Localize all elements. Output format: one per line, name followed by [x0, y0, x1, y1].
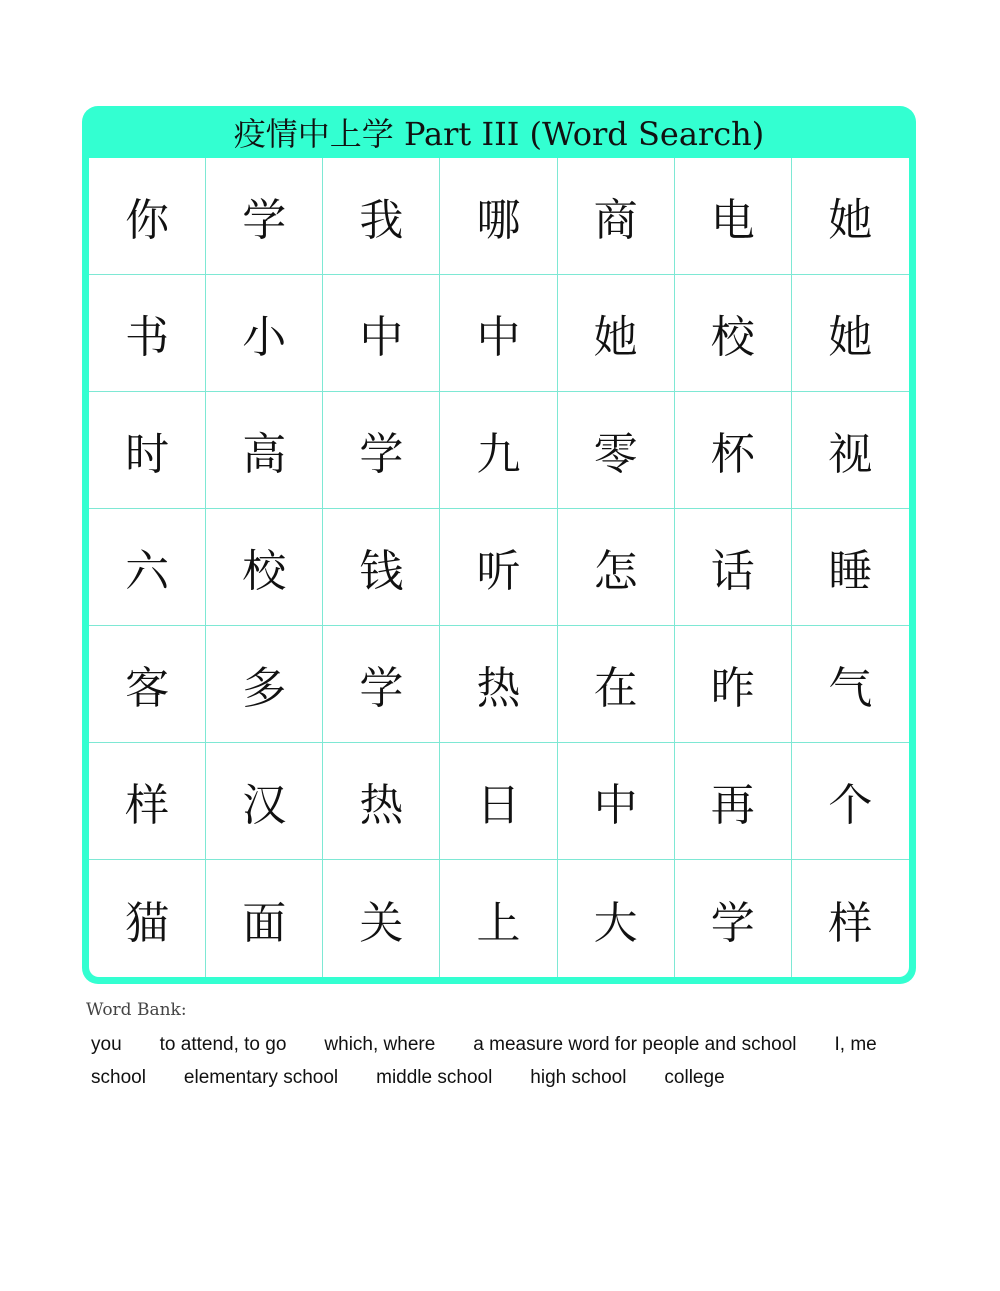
grid-cell[interactable]: 她: [792, 275, 909, 392]
grid-cell[interactable]: 在: [558, 626, 675, 743]
grid-cell[interactable]: 零: [558, 392, 675, 509]
grid-cell[interactable]: 样: [828, 897, 873, 949]
puzzle-title: 疫情中上学 Part III (Word Search): [233, 115, 765, 153]
grid-cell[interactable]: 钱: [323, 509, 440, 626]
word-bank-row: [86, 1034, 946, 1056]
grid-cell[interactable]: 上: [440, 860, 557, 977]
grid-cell[interactable]: 客: [89, 626, 206, 743]
grid-cell[interactable]: 中: [558, 743, 675, 860]
word-bank-item: you: [91, 1034, 122, 1055]
grid-cell[interactable]: 个: [792, 743, 909, 860]
word-bank-item: which, where: [324, 1034, 436, 1055]
grid-cell[interactable]: 怎: [558, 509, 675, 626]
word-search-grid: [89, 158, 909, 977]
grid-cell[interactable]: 昨: [675, 626, 792, 743]
grid-cell[interactable]: 商: [558, 158, 675, 275]
grid-cell[interactable]: 面: [206, 860, 323, 977]
grid-cell[interactable]: 学: [675, 860, 792, 977]
grid-cell[interactable]: 书: [89, 275, 206, 392]
grid-cell[interactable]: 汉: [206, 743, 323, 860]
grid-cell[interactable]: 中: [440, 275, 557, 392]
grid-cell[interactable]: 关: [323, 860, 440, 977]
grid-cell[interactable]: 视: [792, 392, 909, 509]
grid-cell[interactable]: 高: [206, 392, 323, 509]
grid-cell[interactable]: 学: [323, 626, 440, 743]
grid-cell[interactable]: 猫: [89, 860, 206, 977]
word-bank-item: college: [664, 1067, 725, 1088]
grid-cell[interactable]: 电: [675, 158, 792, 275]
grid-cell[interactable]: 睡: [792, 509, 909, 626]
grid-cell[interactable]: 六: [89, 509, 206, 626]
grid-cell[interactable]: 时: [89, 392, 206, 509]
grid-cell[interactable]: 你: [89, 158, 206, 275]
grid-cell[interactable]: 样: [89, 743, 206, 860]
grid-cell[interactable]: 校: [206, 509, 323, 626]
grid-cell[interactable]: 学: [206, 158, 323, 275]
grid-cell[interactable]: 中: [323, 275, 440, 392]
grid-cell[interactable]: 她: [792, 158, 909, 275]
word-bank-item: a measure word for people and school: [473, 1034, 797, 1055]
word-bank: [86, 1000, 946, 1100]
grid-cell[interactable]: 杯: [675, 392, 792, 509]
word-bank-label: Word Bank:: [86, 1000, 187, 1020]
grid-cell[interactable]: 听: [440, 509, 557, 626]
word-bank-item: school: [91, 1067, 146, 1088]
grid-cell[interactable]: 气: [792, 626, 909, 743]
grid-cell[interactable]: 她: [558, 275, 675, 392]
grid-cell[interactable]: 多: [206, 626, 323, 743]
grid-cell[interactable]: 热: [323, 743, 440, 860]
grid-cell[interactable]: 九: [440, 392, 557, 509]
grid-cell[interactable]: 话: [675, 509, 792, 626]
word-bank-item: to attend, to go: [159, 1034, 287, 1055]
word-bank-row: [86, 1067, 946, 1089]
grid-cell[interactable]: 学: [323, 392, 440, 509]
word-bank-item: high school: [530, 1067, 627, 1088]
word-bank-item: elementary school: [183, 1067, 339, 1088]
grid-cell[interactable]: 再: [675, 743, 792, 860]
grid-cell[interactable]: 日: [440, 743, 557, 860]
grid-cell[interactable]: 哪: [440, 158, 557, 275]
grid-cell[interactable]: 小: [206, 275, 323, 392]
grid-cell[interactable]: 校: [675, 275, 792, 392]
word-bank-item: middle school: [376, 1067, 493, 1088]
word-bank-item: I, me: [834, 1034, 877, 1055]
grid-cell[interactable]: 我: [323, 158, 440, 275]
word-search-frame: [82, 106, 916, 984]
grid-cell[interactable]: 大: [558, 860, 675, 977]
grid-cell[interactable]: 热: [440, 626, 557, 743]
